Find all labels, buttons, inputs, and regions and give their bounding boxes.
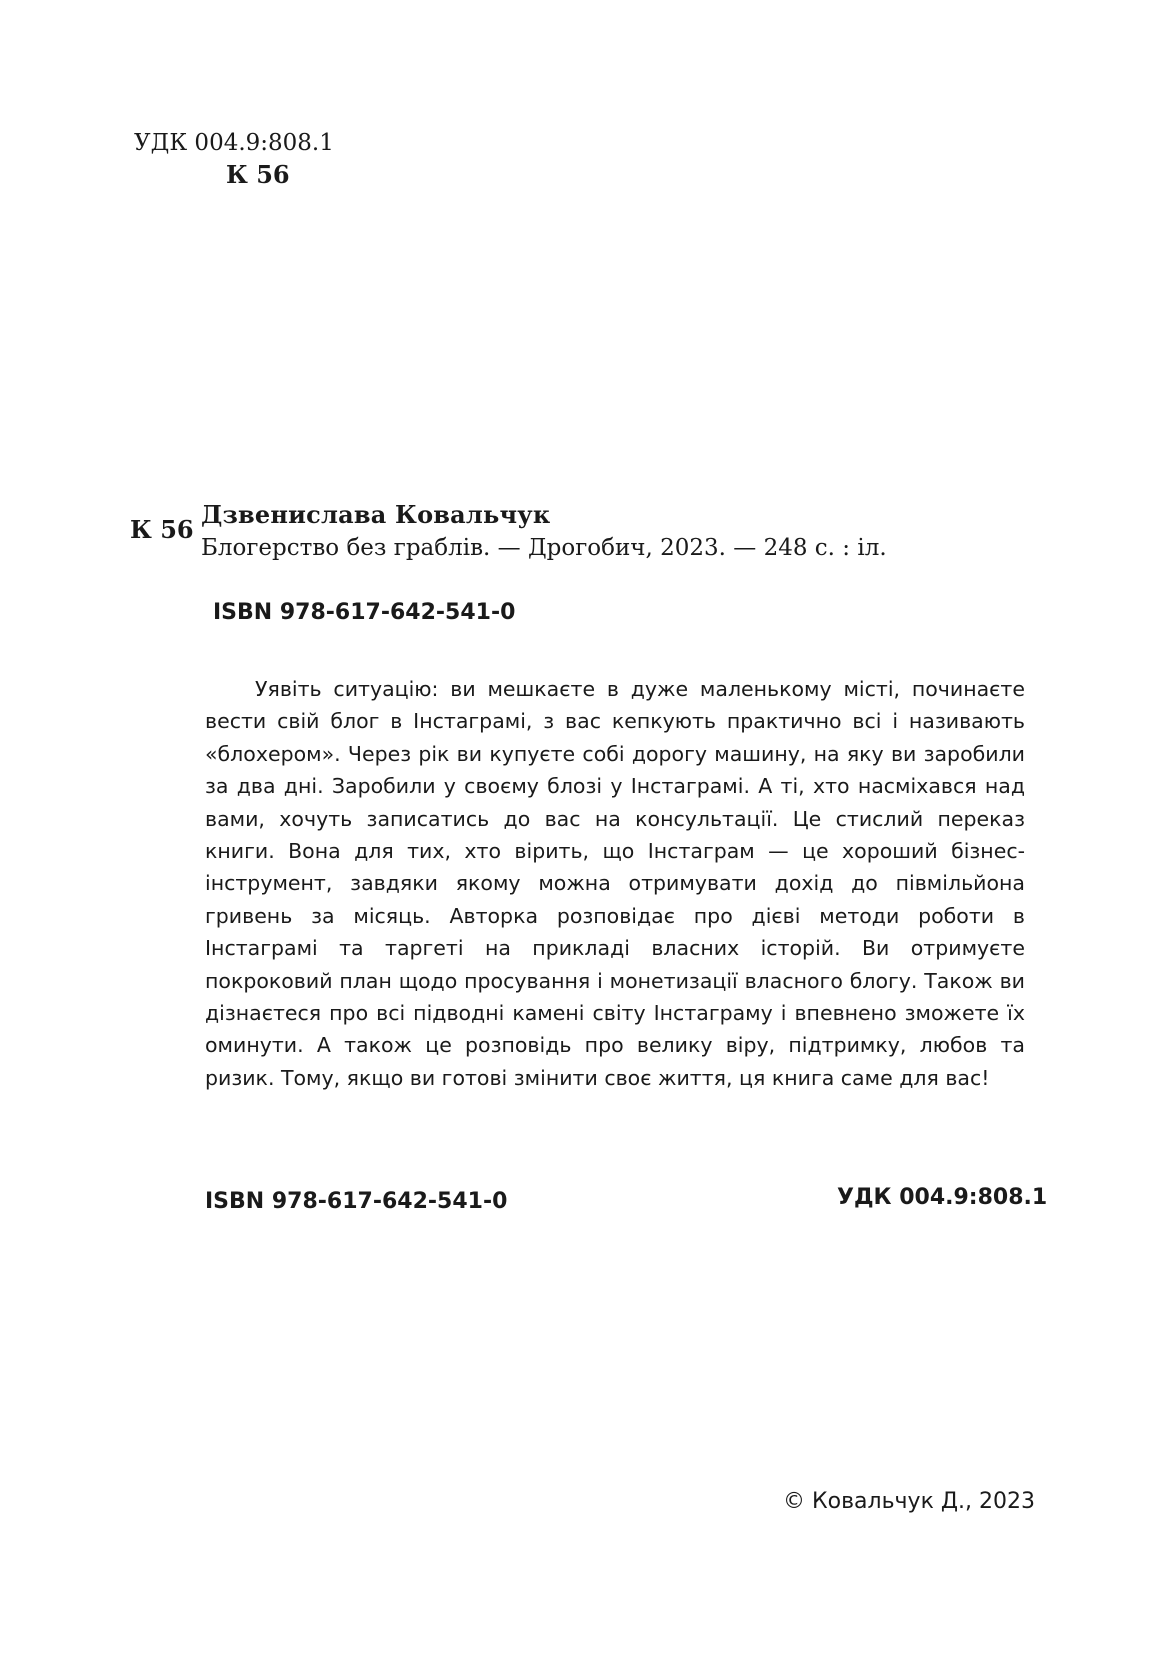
bibliographic-line: Блогерство без граблів. — Дрогобич, 2023. — 248 с. : іл. (201, 535, 887, 561)
author-code: К 56 (226, 160, 290, 189)
copyright-notice: © Ковальчук Д., 2023 (783, 1489, 1036, 1514)
author-name: Дзвенислава Ковальчук (201, 500, 551, 529)
entry-author-code: К 56 (130, 515, 194, 544)
book-annotation: Уявіть ситуацію: ви мешкаєте в дуже маленькому місті, починаєте вести свій блог в Інстаграмі, з вас кепкують практично всі і називають «блохером». Через рік ви купуєте собі дорогу машину, на яку ви заробили за два дні. Заробили у своєму блозі у Інстаграмі. А ті, хто насміхався над вами, хочуть записатись до вас на консультації. Це стислий переказ книги. Вона для тих, хто вірить, що Інстаграм — це хороший бізнес-інструмент, завдяки якому можна отримувати дохід до півмільйона гривень за місяць. Авторка розповідає про дієві методи роботи в Інстаграмі та таргеті на прикладі власних історій. Ви отримуєте покроковий план щодо просування і монетизації власного блогу. Також ви дізнаєтеся про всі підводні камені світу Інстаграму і впевнено зможете їх оминути. А також це розповідь про велику віру, підтримку, любов та ризик. Тому, якщо ви готові змінити своє життя, ця книга саме для вас! (205, 677, 1025, 1090)
udk-footer: УДК 004.9:808.1 (837, 1185, 1048, 1210)
isbn-entry: ISBN 978-617-642-541-0 (213, 600, 516, 625)
isbn-footer: ISBN 978-617-642-541-0 (205, 1189, 508, 1214)
udk-classification: УДК 004.9:808.1 (134, 130, 334, 156)
